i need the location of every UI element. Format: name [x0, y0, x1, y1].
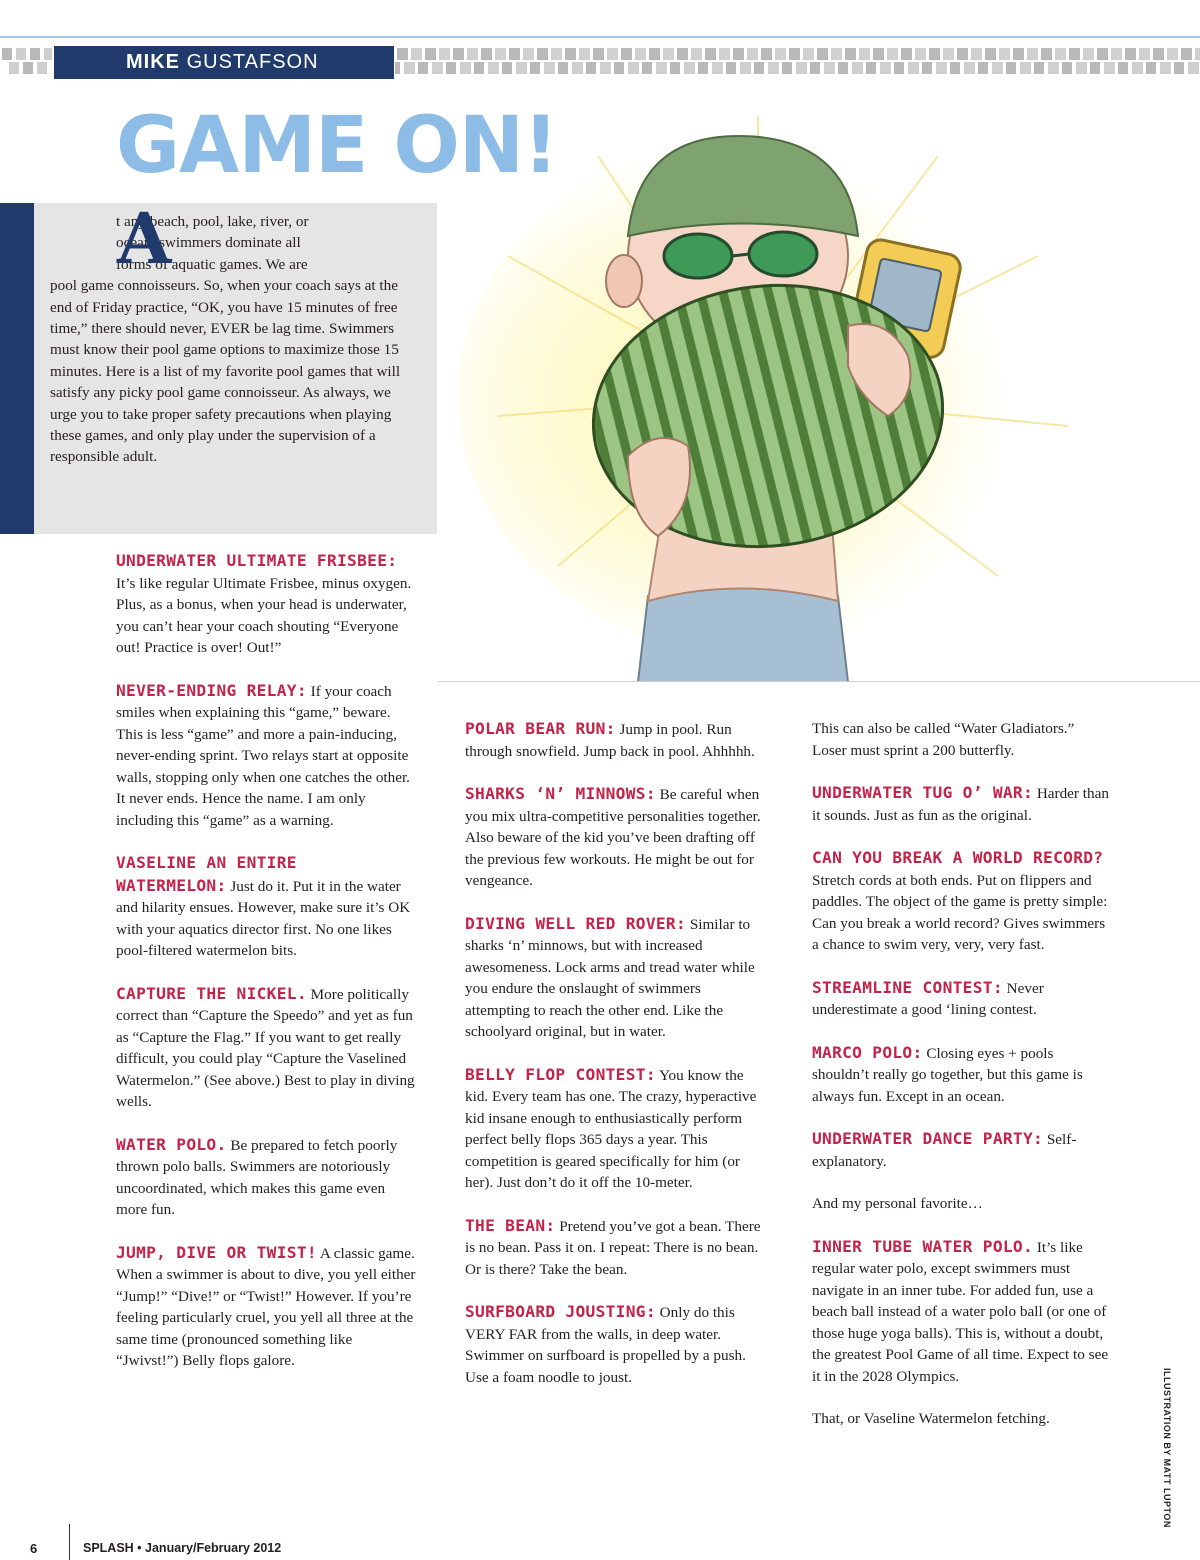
game-heading: BELLY FLOP CONTEST:	[465, 1064, 656, 1084]
game-heading: WATER POLO.	[116, 1134, 227, 1154]
illustration-credit: ILLUSTRATION BY MATT LUPTON	[1162, 1368, 1172, 1528]
game-heading: VASELINE AN ENTIRE WATERMELON:	[116, 853, 297, 895]
game-heading: THE BEAN:	[465, 1215, 556, 1235]
game-entry	[116, 1242, 416, 1372]
game-entry	[465, 1301, 765, 1388]
intro-accent-bar	[0, 203, 34, 534]
game-entry	[812, 1042, 1112, 1108]
game-entry	[812, 977, 1112, 1021]
game-entry	[116, 983, 416, 1113]
game-heading: UNDERWATER TUG O’ WAR:	[812, 783, 1034, 802]
intro-line-3: forms of aquatic games. We are	[116, 255, 308, 273]
game-description: Be careful when you mix ultra-competitive personalities together. Also beware of the kid you’ve been drafting off the previous few workouts. He might be out for vengeance.	[465, 786, 761, 889]
game-description: Be prepared to fetch poorly thrown polo balls. Swimmers are notoriously uncoordinated, which makes this game even more fun.	[116, 1136, 398, 1218]
game-heading: INNER TUBE WATER POLO.	[812, 1236, 1034, 1256]
game-description: Harder than it sounds. Just as fun as the original.	[812, 785, 1109, 824]
game-entry	[465, 1215, 765, 1281]
game-entry	[465, 1064, 765, 1194]
game-heading: DIVING WELL RED ROVER:	[465, 913, 687, 933]
game-description: Only do this VERY FAR from the walls, in deep water. Swimmer on surfboard is propelled by a push. Use a foam noodle to joust.	[465, 1304, 746, 1386]
intro-body: pool game connoisseurs. So, when your coach says at the end of Friday practice, “OK, you have 15 minutes of free time,” there should never, EVER be lag time. Swimmers must know their pool game options to maximize those 15 minutes. Here is a list of my favorite pool games that will satisfy any picky pool game connoisseur. As always, we urge you to take proper safety precautions when playing these games, and only play under the supervision of a responsible adult.	[50, 277, 401, 466]
game-description: It’s like regular Ultimate Frisbee, minus oxygen. Plus, as a bonus, when your head is underwater, you can’t hear your coach shouting “Everyone out! Practice is over! Out!”	[116, 574, 412, 656]
footer-divider	[69, 1524, 70, 1560]
game-entry	[812, 1128, 1112, 1172]
continued-text: This can also be called “Water Gladiators.” Loser must sprint a 200 butterfly.	[812, 720, 1075, 759]
swimmer-watermelon-illustration	[438, 96, 1200, 682]
game-entry	[465, 783, 765, 892]
game-heading: UNDERWATER DANCE PARTY:	[812, 1129, 1044, 1148]
game-entry	[812, 782, 1112, 826]
game-description: A classic game. When a swimmer is about to dive, you yell either “Jump!” “Dive!” or “Twist!” However. If you’re feeling particularly cruel, you yell all three at the same time (pronounced something like “Jwivst!”) Belly flops galore.	[116, 1244, 416, 1369]
game-description: Pretend you’ve got a bean. There is no bean. Pass it on. I repeat: There is no bean. Or is there? Take the bean.	[465, 1217, 761, 1278]
game-entry	[116, 852, 416, 962]
game-heading: JUMP, DIVE OR TWIST!	[116, 1242, 317, 1262]
magazine-folio: SPLASH • January/February 2012	[83, 1541, 282, 1555]
game-heading: UNDERWATER ULTIMATE FRISBEE:	[116, 551, 398, 570]
game-heading: MARCO POLO:	[812, 1042, 923, 1062]
game-heading: POLAR BEAR RUN:	[465, 719, 616, 738]
game-heading: CAPTURE THE NICKEL.	[116, 983, 307, 1003]
game-entry	[116, 680, 416, 832]
game-heading: SURFBOARD JOUSTING:	[465, 1302, 656, 1321]
article-title: GAME ON!	[116, 101, 558, 191]
game-description: You know the kid. Every team has one. The crazy, hyperactive kid insane enough to enthusiastically perform perfect belly flops 365 days a year. This competition is geared specifically for him (or her). Just don’t do it off the 10-meter.	[465, 1066, 757, 1191]
game-description: Stretch cords at both ends. Put on flippers and paddles. The object of the game is pretty simple: Can you break a world record? Gives swimmers a chance to swim very, very, very fast.	[812, 871, 1108, 953]
intro-line-1: t any beach, pool, lake, river, or	[116, 213, 309, 230]
game-description: Just do it. Put it in the water and hilarity ensues. However, make sure it’s OK with your aquatics director first. No one likes pool-filtered watermelon bits.	[116, 877, 411, 959]
game-heading: NEVER-ENDING RELAY:	[116, 680, 307, 700]
byline-bar	[54, 46, 394, 79]
game-heading: CAN YOU BREAK A WORLD RECORD?	[812, 848, 1104, 867]
game-description: It’s like regular water polo, except swimmers must navigate in an inner tube. For added fun, use a beach ball instead of a water polo ball (or one of those huge yoga balls). This is, without a doubt, the greatest Pool Game of all time. Expect to see it in the 2028 Olympics.	[812, 1238, 1109, 1385]
game-entry	[116, 1134, 416, 1221]
closing-line: That, or Vaseline Watermelon fetching.	[812, 1410, 1050, 1427]
game-description: More politically correct than “Capture the Speedo” and yet as fun as “Capture the Flag.” If you want to get really difficult, you could play “Capture the Vaselined Watermelon.” (See above.) Best to play in diving wells.	[116, 985, 415, 1110]
intro-box	[34, 197, 437, 534]
game-entry	[116, 550, 416, 659]
header-rule	[0, 36, 1200, 38]
intro-line-2: ocean, swimmers dominate all	[116, 234, 301, 252]
checker-pattern-right	[395, 46, 1200, 76]
game-description: Closing eyes + pools shouldn’t really go together, but this game is always fun. Except in an ocean.	[812, 1044, 1083, 1105]
author-first-name: MIKE	[126, 51, 180, 73]
game-entry	[812, 847, 1112, 956]
favorite-intro: And my personal favorite…	[812, 1195, 983, 1212]
game-description: Self-explanatory.	[812, 1131, 1077, 1170]
game-heading: STREAMLINE CONTEST:	[812, 977, 1003, 997]
column-3	[812, 718, 1112, 1451]
page-number: 6	[30, 1541, 38, 1556]
favorite-game-entry	[812, 1236, 1112, 1388]
game-heading: SHARKS ‘N’ MINNOWS:	[465, 784, 656, 803]
game-description: If your coach smiles when explaining this “game,” beware. This is less “game” and more a pain-inducing, never-ending sprint. Two relays start at opposite walls, stopping only when one catches the other. It never ends. Hence the name. I am only including this “game” as a warning.	[116, 682, 410, 829]
illustration-bottom-rule	[438, 681, 1200, 682]
checker-pattern-left	[0, 46, 52, 76]
game-description: Jump in pool. Run through snowfield. Jump back in pool. Ahhhhh.	[465, 721, 755, 760]
game-description: Similar to sharks ‘n’ minnows, but with increased awesomeness. Lock arms and tread water while you endure the onslaught of swimmers attempting to reach the other end. Like the schoolyard original, but in water.	[465, 915, 755, 1040]
column-2	[465, 718, 765, 1409]
game-description: Never underestimate a good ‘lining contest.	[812, 979, 1044, 1018]
author-last-name: GUSTAFSON	[186, 51, 319, 73]
column-1	[116, 550, 416, 1393]
intro-dropcap: A	[117, 197, 172, 280]
game-entry	[465, 913, 765, 1043]
game-entry	[465, 718, 765, 762]
